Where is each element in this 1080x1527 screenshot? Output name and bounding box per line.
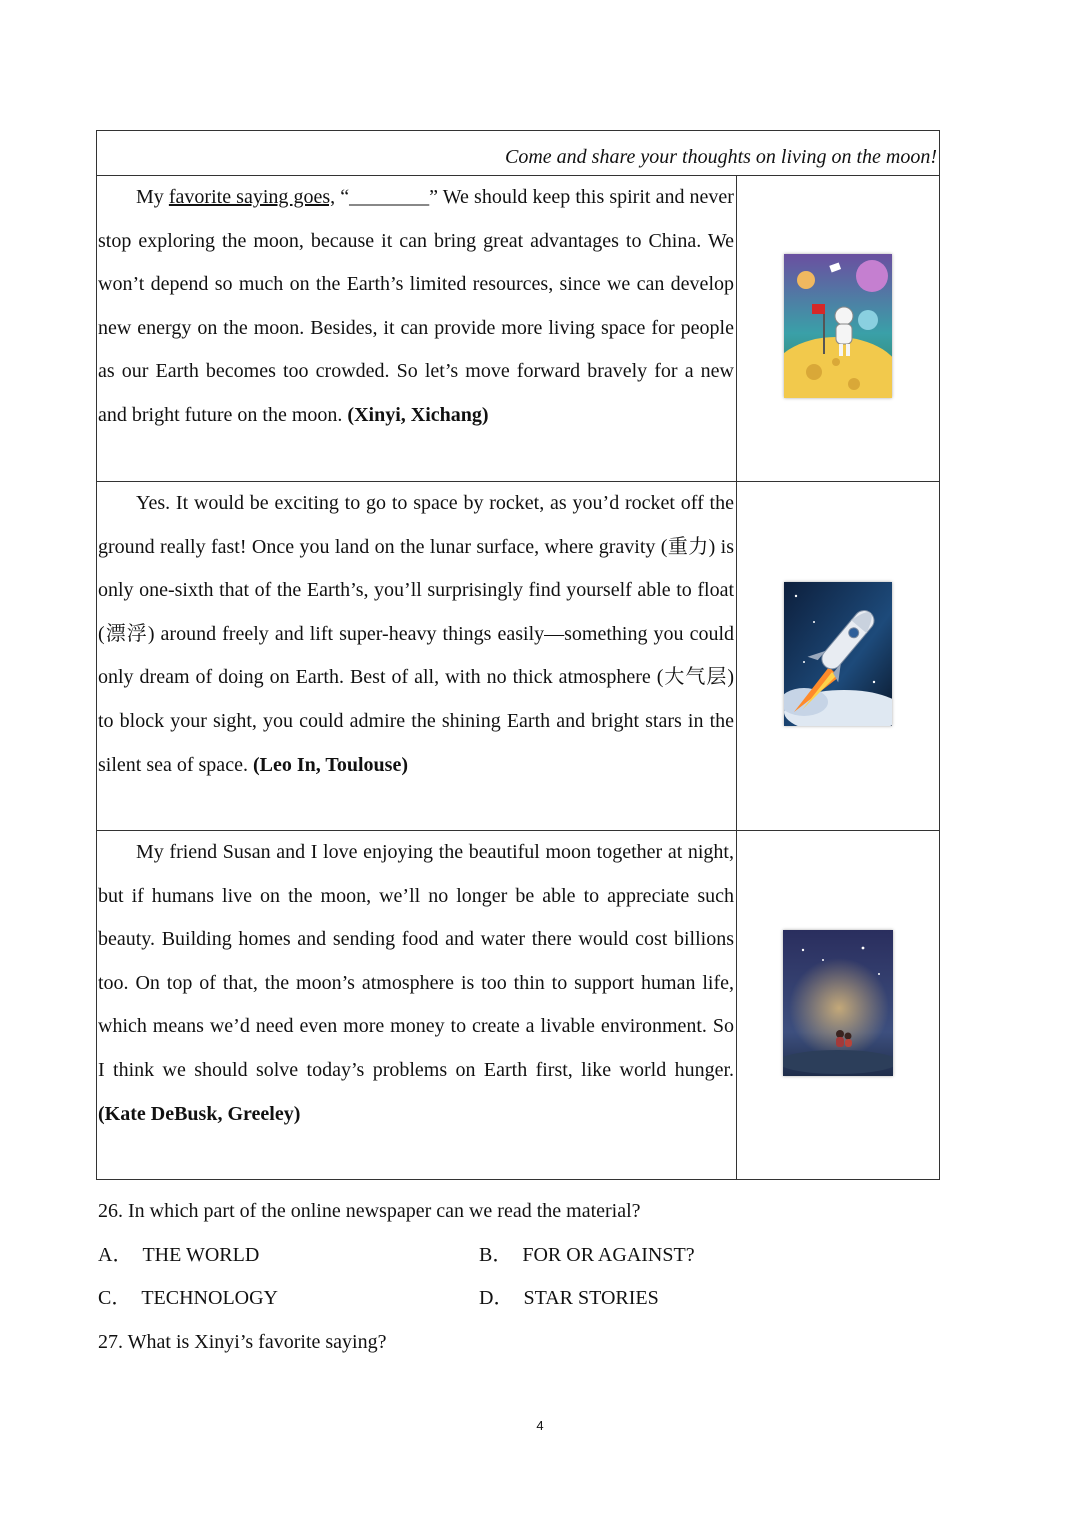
entry-image-cell xyxy=(737,482,940,831)
entry-text-cell xyxy=(97,176,737,482)
options-row-2 xyxy=(98,1277,898,1321)
questions-section xyxy=(98,1190,898,1364)
entry-paragraph: My favorite saying goes, “________” We should keep this spirit and never stop exploring the moon, because it can bring great advantages to China. We won’t depend so much on the Earth’s limited resources, since we can develop new energy on the moon. Besides, it can provide more living space for people as our Earth becomes too crowded. So let’s move forward bravely for a new and bright future on the moon. (Xinyi, Xichang) xyxy=(98,186,734,426)
entry-text-cell xyxy=(97,482,737,831)
entry-author: (Kate DeBusk, Greeley) xyxy=(98,1102,301,1125)
options-row-1 xyxy=(98,1234,898,1278)
page-number: 4 xyxy=(536,1418,544,1433)
table-header xyxy=(97,131,940,176)
article-table-wrapper xyxy=(96,130,939,1180)
crescent-moon-icon xyxy=(783,930,893,1076)
entry-image-cell xyxy=(737,831,940,1180)
entry-author: (Leo In, Toulouse) xyxy=(252,753,409,776)
question-26: 26. In which part of the online newspaper can we read the material? xyxy=(98,1200,641,1222)
article-table xyxy=(96,130,940,1180)
option-d[interactable]: D． STAR STORIES xyxy=(479,1287,659,1309)
entry-paragraph: Yes. It would be exciting to go to space by rocket, as you’d rocket off the ground really fast! Once you land on the lunar surface, where gravity (重力) is only one-sixth that of the Earth’s, you’ll surprisingly find yourself able to float (漂浮) around freely and lift super-heavy things easily—something you could only dream of doing on Earth. Best of all, with no thick atmosphere (大气层) to block your sight, you could admire the shining Earth and bright stars in the silent sea of space. (Leo In, Toulouse) xyxy=(98,492,734,776)
option-a[interactable]: A． THE WORLD xyxy=(98,1243,260,1266)
option-b[interactable]: B． FOR OR AGAINST? xyxy=(479,1243,695,1266)
rocket-launch-icon xyxy=(784,582,892,726)
entry-paragraph: My friend Susan and I love enjoying the beautiful moon together at night, but if humans live on the moon, we’ll no longer be able to appreciate such beauty. Building homes and sending food and water there would cost billions too. On top of that, the moon’s atmosphere is too thin to support human life, which means we’d need even more money to create a livable environment. So I think we should solve today’s problems on Earth first, like world hunger. (Kate DeBusk, Greeley) xyxy=(98,841,734,1125)
option-c[interactable]: C． TECHNOLOGY xyxy=(98,1287,278,1309)
question-27: 27. What is Xinyi’s favorite saying? xyxy=(98,1330,387,1353)
underlined-phrase: favorite saying goes, xyxy=(168,186,336,208)
astronaut-on-moon-icon xyxy=(784,254,892,398)
entry-text-cell xyxy=(97,831,737,1180)
entry-image-cell xyxy=(737,176,940,482)
header-tagline: Come and share your thoughts on living on the moon! xyxy=(505,146,938,168)
entry-author: (Xinyi, Xichang) xyxy=(347,403,489,426)
